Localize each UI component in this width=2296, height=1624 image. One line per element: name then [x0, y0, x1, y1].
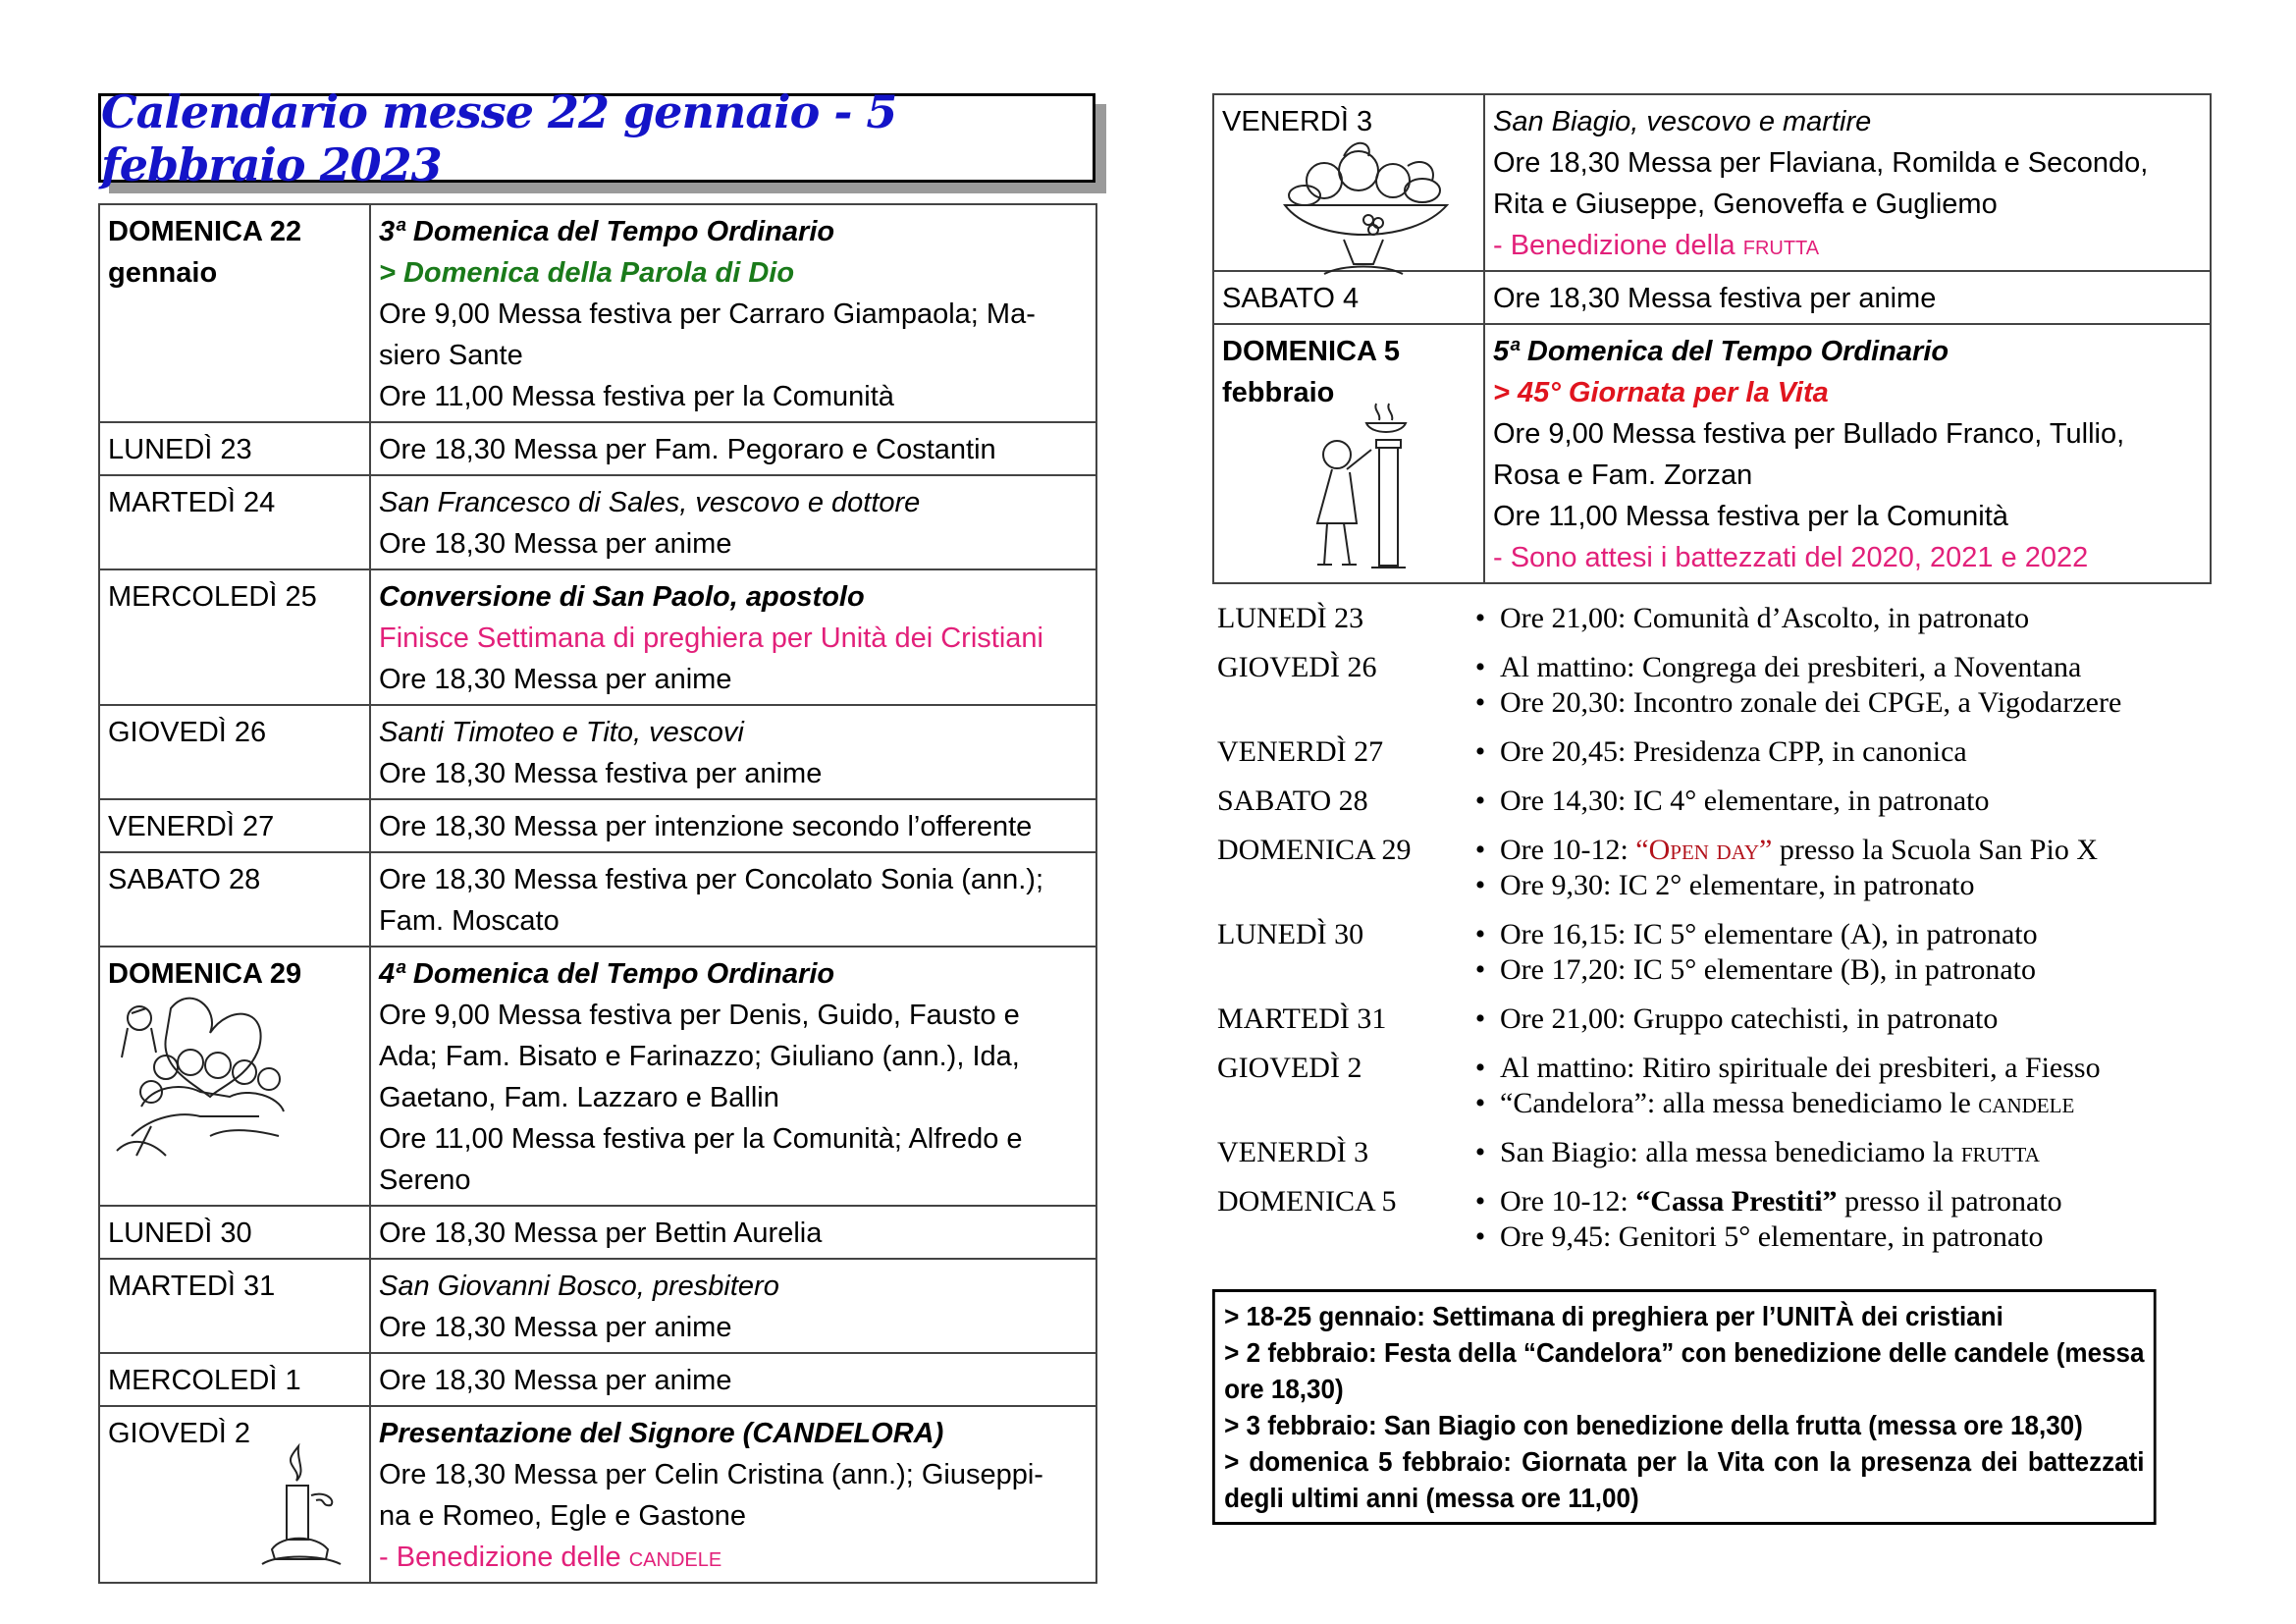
cassa-prefix: Ore 10-12: [1500, 1185, 1636, 1218]
week-item-text: Ore 20,30: Incontro zonale dei CPGE, a Vigodarzere [1500, 686, 2122, 719]
bullet-icon: • [1474, 1087, 1486, 1119]
description-line: Ore 9,00 Messa festiva per Denis, Guido, Fausto e [379, 1000, 1020, 1031]
description-line: na e Romeo, Egle e Gastone [379, 1500, 747, 1532]
week-item [1461, 1135, 2218, 1170]
day-cell [1213, 324, 1484, 583]
bullet-icon: • [1474, 651, 1486, 683]
day-label: MARTEDÌ 24 [108, 487, 276, 518]
day-label: DOMENICA 22 [108, 216, 302, 247]
week-day-label: SABATO 28 [1217, 785, 1368, 817]
day-label: LUNEDÌ 23 [108, 434, 252, 465]
description-line: San Francesco di Sales, vescovo e dottore [379, 487, 921, 518]
day-label: SABATO 4 [1222, 283, 1360, 314]
bullet-icon: • [1474, 1002, 1486, 1035]
description-cell [370, 1206, 1096, 1259]
week-item [1461, 1219, 2218, 1255]
description-line [379, 1537, 1088, 1578]
day-month-label: febbraio [1222, 377, 1335, 408]
week-item-text: Ore 17,20: IC 5° elementare (B), in patronato [1500, 953, 2036, 986]
description-cell [370, 705, 1096, 799]
openday-prefix: Ore 10-12: [1500, 834, 1636, 866]
description-cell [370, 569, 1096, 705]
description-line: Fam. Moscato [379, 905, 560, 937]
description-line: Gaetano, Fam. Lazzaro e Ballin [379, 1082, 779, 1113]
bullet-icon: • [1474, 686, 1486, 719]
week-row [1217, 784, 2218, 819]
week-row [1217, 833, 2218, 903]
week-item-text [1500, 1135, 2040, 1170]
description-line: Finisce Settimana di preghiera per Unità dei Cristiani [379, 623, 1043, 654]
description-line: 3ª Domenica del Tempo Ordinario [379, 216, 835, 247]
week-row [1217, 917, 2218, 988]
description-line: Ore 18,30 Messa per anime [379, 1312, 732, 1343]
description-line: Ore 9,00 Messa festiva per Carraro Giampaola; Ma- [379, 298, 1036, 330]
calendar-row [1213, 324, 2211, 583]
calendar-row [99, 569, 1096, 705]
week-item [1461, 601, 2218, 636]
day-label: MERCOLEDÌ 1 [108, 1365, 301, 1396]
week-items [1461, 784, 2218, 819]
week-day-label: LUNEDÌ 23 [1217, 602, 1364, 634]
week-item [1461, 685, 2218, 721]
calendar-row [99, 799, 1096, 852]
right-mass-calendar-table [1212, 93, 2212, 584]
week-item [1461, 868, 2218, 903]
day-cell [99, 852, 370, 947]
calendar-row [99, 1259, 1096, 1353]
week-item-text [1500, 833, 2098, 868]
week-item-text: Ore 14,30: IC 4° elementare, in patronato [1500, 785, 1990, 817]
description-line: Rita e Giuseppe, Genoveffa e Gugliemo [1493, 189, 1998, 220]
note-line: > domenica 5 febbraio: Giornata per la Vita con la presenza dei battezzati degli ultimi anni (messa ore 11,00) [1224, 1446, 2145, 1513]
note-line: > 2 febbraio: Festa della “Candelora” con benedizione delle candele (messa ore 18,30) [1224, 1337, 2145, 1404]
week-row [1217, 1001, 2218, 1037]
calendar-row [99, 475, 1096, 569]
week-item [1461, 650, 2218, 685]
calendar-row [99, 1406, 1096, 1583]
description-line: Ore 18,30 Messa per intenzione secondo l’offerente [379, 811, 1033, 842]
week-item-text: Ore 9,45: Genitori 5° elementare, in patronato [1500, 1220, 2044, 1253]
day-label: DOMENICA 29 [108, 958, 302, 990]
description-line: Presentazione del Signore (CANDELORA) [379, 1418, 944, 1449]
page-title: Calendario messe 22 gennaio - 5 febbraio 2023 [101, 84, 897, 191]
description-line: Ore 11,00 Messa festiva per la Comunità [379, 381, 894, 412]
description-line: Ore 11,00 Messa festiva per la Comunità [1493, 501, 2008, 532]
description-cell [370, 1353, 1096, 1406]
week-day-label: DOMENICA 29 [1217, 834, 1412, 866]
calendar-row [99, 204, 1096, 422]
openday-suffix: presso la Scuola San Pio X [1772, 834, 2098, 866]
day-cell [99, 204, 370, 422]
week-day-label: VENERDÌ 27 [1217, 735, 1384, 768]
candelora-text: “Candelora”: alla messa benediciamo le [1500, 1087, 1979, 1119]
bullet-icon: • [1474, 953, 1486, 986]
description-line: 5ª Domenica del Tempo Ordinario [1493, 336, 1949, 367]
day-cell [1213, 94, 1484, 271]
calendar-row [99, 1206, 1096, 1259]
day-cell [1213, 271, 1484, 324]
description-line: Ore 18,30 Messa per anime [379, 528, 732, 560]
week-row [1217, 734, 2218, 770]
description-cell [1484, 324, 2211, 583]
day-month-label: gennaio [108, 257, 218, 289]
day-cell [99, 947, 370, 1206]
description-line: Ore 18,30 Messa per anime [379, 1365, 732, 1396]
week-items [1461, 734, 2218, 770]
description-cell [1484, 94, 2211, 271]
description-line: > Domenica della Parola di Dio [379, 257, 795, 289]
description-cell [370, 852, 1096, 947]
day-cell [99, 705, 370, 799]
child-lamp-illustration [1303, 396, 1420, 584]
description-line: Ore 9,00 Messa festiva per Bullado Franco, Tullio, [1493, 418, 2125, 450]
description-line: siero Sante [379, 340, 523, 371]
bullet-icon: • [1474, 785, 1486, 817]
description-line: San Biagio, vescovo e martire [1493, 106, 1872, 137]
week-day-label: GIOVEDÌ 26 [1217, 651, 1377, 683]
day-cell [99, 569, 370, 705]
description-line: Ore 18,30 Messa per Fam. Pegoraro e Costantin [379, 434, 996, 465]
week-item [1461, 952, 2218, 988]
day-cell [99, 1353, 370, 1406]
calendar-row [99, 422, 1096, 475]
day-label: DOMENICA 5 [1222, 336, 1400, 367]
bullet-icon: • [1474, 1136, 1486, 1168]
biagio-smallcaps: frutta [1960, 1136, 2040, 1168]
description-cell [370, 947, 1096, 1206]
day-cell [99, 475, 370, 569]
description-line [1493, 225, 2202, 266]
description-cell [370, 799, 1096, 852]
cassa-label: “Cassa Prestiti” [1635, 1185, 1838, 1218]
day-label: MERCOLEDÌ 25 [108, 581, 317, 613]
week-row [1217, 650, 2218, 721]
week-items [1461, 1051, 2218, 1121]
description-cell [1484, 271, 2211, 324]
calendar-row [99, 852, 1096, 947]
description-cell [370, 422, 1096, 475]
week-item-text [1500, 1086, 2074, 1121]
week-items [1461, 1135, 2218, 1170]
bullet-icon: • [1474, 602, 1486, 634]
week-row [1217, 1051, 2218, 1121]
week-items [1461, 917, 2218, 988]
day-label: GIOVEDÌ 26 [108, 717, 267, 748]
bullet-icon: • [1474, 918, 1486, 950]
day-cell [99, 1206, 370, 1259]
openday-label: “Open day” [1635, 834, 1773, 866]
week-items [1461, 833, 2218, 903]
calendar-row [99, 1353, 1096, 1406]
day-label: LUNEDÌ 30 [108, 1218, 252, 1249]
week-item [1461, 784, 2218, 819]
weekly-activities-list [1217, 601, 2218, 1269]
description-line: - Sono attesi i battezzati del 2020, 2021 e 2022 [1493, 542, 2089, 573]
week-item-text [1500, 1184, 2062, 1219]
day-cell [99, 1259, 370, 1353]
description-cell [370, 1259, 1096, 1353]
bullet-icon: • [1474, 1052, 1486, 1084]
day-label: SABATO 28 [108, 864, 261, 895]
description-line: San Giovanni Bosco, presbitero [379, 1271, 779, 1302]
week-items [1461, 1184, 2218, 1255]
description-line: Santi Timoteo e Tito, vescovi [379, 717, 744, 748]
week-item-text: Ore 21,00: Comunità d’Ascolto, in patronato [1500, 602, 2030, 634]
description-line: Ore 18,30 Messa per Flaviana, Romilda e Secondo, [1493, 147, 2149, 179]
day-cell [99, 1406, 370, 1583]
jesus-children-illustration [112, 989, 308, 1177]
week-row [1217, 601, 2218, 636]
description-line: Ore 11,00 Messa festiva per la Comunità; Alfredo e [379, 1123, 1023, 1155]
week-items [1461, 650, 2218, 721]
bullet-icon: • [1474, 834, 1486, 866]
description-line: Ore 18,30 Messa per anime [379, 664, 732, 695]
candelora-smallcaps: candele [1978, 1087, 2075, 1119]
week-item-text: Ore 9,30: IC 2° elementare, in patronato [1500, 869, 1975, 901]
week-item-text: Ore 21,00: Gruppo catechisti, in patronato [1500, 1002, 1999, 1035]
description-line: Ore 18,30 Messa festiva per anime [1493, 283, 1937, 314]
week-item [1461, 917, 2218, 952]
day-cell [99, 799, 370, 852]
week-item-text: Ore 20,45: Presidenza CPP, in canonica [1500, 735, 1967, 768]
biagio-text: San Biagio: alla messa benediciamo la [1500, 1136, 1961, 1168]
description-text: - Benedizione delle [379, 1542, 629, 1573]
description-smallcaps: frutta [1742, 230, 1820, 261]
week-day-label: LUNEDÌ 30 [1217, 918, 1364, 950]
bullet-icon: • [1474, 735, 1486, 768]
day-cell [99, 422, 370, 475]
description-line: Ore 18,30 Messa per Bettin Aurelia [379, 1218, 823, 1249]
description-cell [370, 1406, 1096, 1583]
bullet-icon: • [1474, 869, 1486, 901]
week-row [1217, 1184, 2218, 1255]
week-day-label: GIOVEDÌ 2 [1217, 1052, 1362, 1084]
candle-illustration [257, 1436, 346, 1586]
week-items [1461, 601, 2218, 636]
description-text: - Benedizione della [1493, 230, 1743, 261]
week-item [1461, 1086, 2218, 1121]
title-box [98, 84, 1095, 191]
week-item [1461, 1001, 2218, 1037]
calendar-row [99, 947, 1096, 1206]
note-line: > 18-25 gennaio: Settimana di preghiera per l’UNITÀ dei cristiani [1224, 1301, 2003, 1331]
description-line: Sereno [379, 1164, 471, 1196]
week-item [1461, 833, 2218, 868]
week-item [1461, 1051, 2218, 1086]
week-item [1461, 1184, 2218, 1219]
week-item-text: Al mattino: Ritiro spirituale dei presbiteri, a Fiesso [1500, 1052, 2101, 1084]
week-item [1461, 734, 2218, 770]
description-cell [370, 204, 1096, 422]
week-day-label: DOMENICA 5 [1217, 1185, 1397, 1218]
calendar-row [1213, 94, 2211, 271]
description-smallcaps: candele [628, 1542, 722, 1573]
description-line: > 45° Giornata per la Vita [1493, 377, 1829, 408]
day-label: VENERDÌ 3 [1222, 106, 1373, 137]
bullet-icon: • [1474, 1185, 1486, 1218]
description-line: Conversione di San Paolo, apostolo [379, 581, 865, 613]
notes-box [1212, 1289, 2157, 1525]
description-line: 4ª Domenica del Tempo Ordinario [379, 958, 835, 990]
note-line: > 3 febbraio: San Biagio con benedizione della frutta (messa ore 18,30) [1224, 1410, 2083, 1440]
day-label: GIOVEDÌ 2 [108, 1418, 251, 1449]
description-line: Rosa e Fam. Zorzan [1493, 460, 1753, 491]
week-day-label: MARTEDÌ 31 [1217, 1002, 1387, 1035]
day-label: MARTEDÌ 31 [108, 1271, 276, 1302]
week-item-text: Al mattino: Congrega dei presbiteri, a Noventana [1500, 651, 2082, 683]
day-label: VENERDÌ 27 [108, 811, 275, 842]
description-line: Ore 18,30 Messa per Celin Cristina (ann.); Giuseppi- [379, 1459, 1043, 1490]
week-row [1217, 1135, 2218, 1170]
description-cell [370, 475, 1096, 569]
calendar-row [99, 705, 1096, 799]
week-item-text: Ore 16,15: IC 5° elementare (A), in patronato [1500, 918, 2038, 950]
cassa-suffix: presso il patronato [1837, 1185, 2062, 1218]
description-line: Ore 18,30 Messa festiva per anime [379, 758, 823, 789]
week-day-label: VENERDÌ 3 [1217, 1136, 1369, 1168]
calendar-row [1213, 271, 2211, 324]
bullet-icon: • [1474, 1220, 1486, 1253]
description-line: Ore 18,30 Messa festiva per Concolato Sonia (ann.); [379, 864, 1044, 895]
description-line: Ada; Fam. Bisato e Farinazzo; Giuliano (ann.), Ida, [379, 1041, 1020, 1072]
week-items [1461, 1001, 2218, 1037]
left-mass-calendar-table [98, 203, 1097, 1584]
